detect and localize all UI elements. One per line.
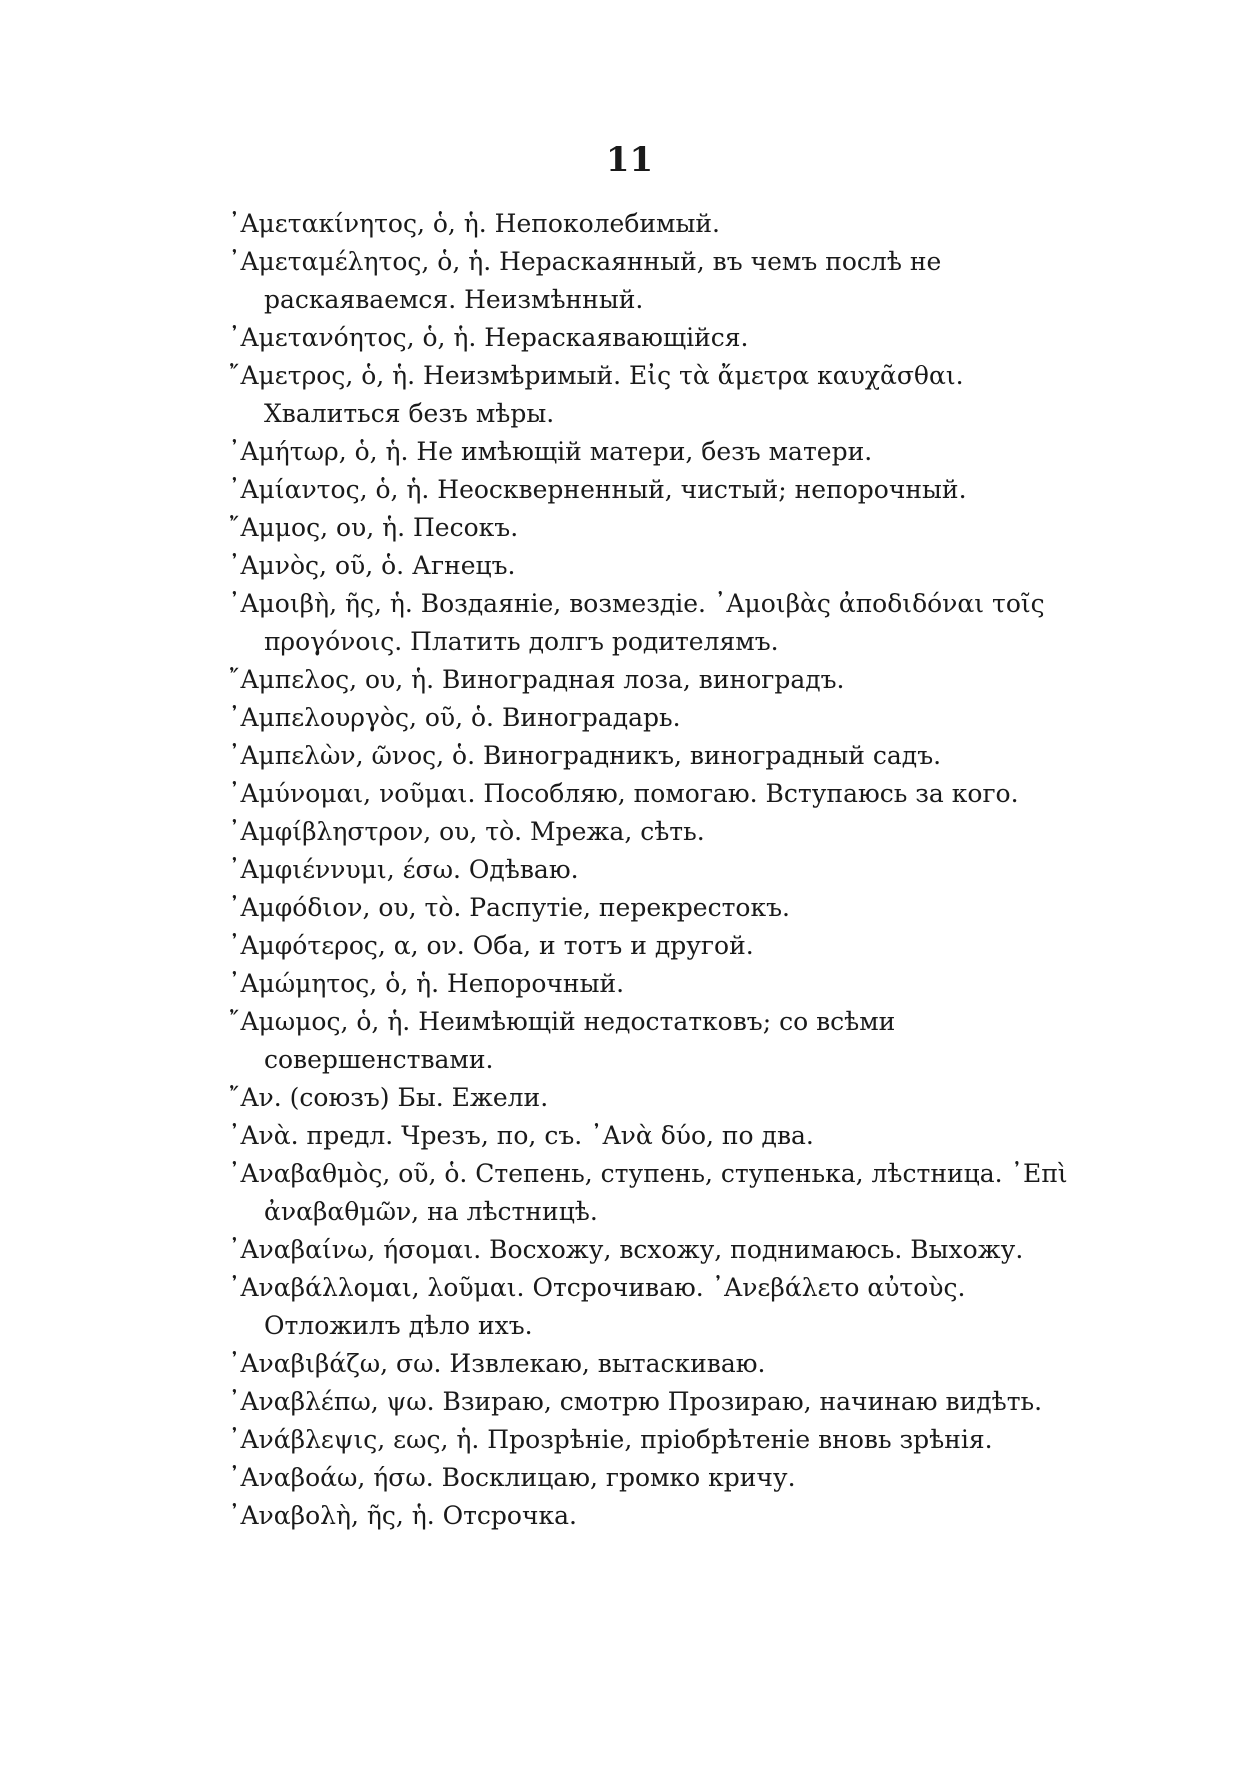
dictionary-entry: ᾿Αμφόδιον, ου, τὸ. Распутіе, перекрестокъ. — [228, 893, 790, 922]
dictionary-entry: ᾿Αμύνομαι, νοῦμαι. Пособляю, помогаю. Вступаюсь за кого. — [228, 779, 1019, 808]
dictionary-entry: ᾿Αμήτωρ, ὁ, ἡ. Не имѣющій матери, безъ матери. — [228, 437, 873, 466]
dictionary-entry: ῎Αμετρος, ὁ, ἡ. Неизмѣримый. Εἰς τὰ ἄμετρα καυχᾶσθαι. Хвалиться безъ мѣры. — [228, 361, 972, 428]
dictionary-entry: ῎Αμπελος, ου, ἡ. Виноградная лоза, виноградъ. — [228, 665, 845, 694]
dictionary-entry: ῎Αμωμος, ὁ, ἡ. Неимѣющій недостатковъ; со всѣми совершенствами. — [228, 1007, 904, 1074]
dictionary-entry: ῎Αμμος, ου, ἡ. Песокъ. — [228, 513, 519, 542]
dictionary-entry: ᾿Αμοιβὴ, ῆς, ἡ. Воздаяніе, возмездіе. ᾿Αμοιβὰς ἀποδιδόναι τοῖς προγόνοις. Платить долгъ родителямъ. — [228, 589, 1053, 656]
dictionary-entry: ᾿Ανὰ. предл. Чрезъ, по, съ. ᾿Ανὰ δύο, по два. — [228, 1121, 814, 1150]
dictionary-entry: ᾿Ανάβλεψις, εως, ἡ. Прозрѣніе, пріобрѣтеніе вновь зрѣнія. — [228, 1425, 993, 1454]
page-number: 11 — [605, 140, 654, 180]
dictionary-entry: ᾿Αμνὸς, οῦ, ὁ. Агнецъ. — [228, 551, 516, 580]
dictionary-entry: ῎Αν. (союзъ) Бы. Ежели. — [228, 1083, 549, 1112]
dictionary-entry: ᾿Αναβιβάζω, σω. Извлекаю, вытаскиваю. — [228, 1349, 766, 1378]
dictionary-entry: ᾿Αμετανόητος, ὁ, ἡ. Нераскаявающійся. — [228, 323, 749, 352]
dictionary-entry: ᾿Αναβλέπω, ψω. Взираю, смотрю Прозираю, начинаю видѣть. — [228, 1387, 1043, 1416]
dictionary-entry: ᾿Αμπελὼν, ῶνος, ὁ. Виноградникъ, виноградный садъ. — [228, 741, 942, 770]
dictionary-entry: ᾿Αναβάλλομαι, λοῦμαι. Отсрочиваю. ᾿Ανεβάλετο αὐτοὺς. Отложилъ дѣло ихъ. — [228, 1273, 974, 1340]
dictionary-entry: ᾿Αμίαντος, ὁ, ἡ. Неоскверненный, чистый; непорочный. — [228, 475, 967, 504]
dictionary-entries — [228, 205, 1108, 1535]
dictionary-entry: ᾿Αναβαίνω, ήσομαι. Восхожу, всхожу, поднимаюсь. Выхожу. — [228, 1235, 1024, 1264]
dictionary-entry: ᾿Αναβαθμὸς, οῦ, ὁ. Степень, ступень, ступенька, лѣстница. ᾿Επὶ ἀναβαθμῶν, на лѣстницѣ. — [228, 1159, 1076, 1226]
dictionary-entry: ᾿Αμφιέννυμι, έσω. Одѣваю. — [228, 855, 579, 884]
dictionary-entry: ᾿Αμφότερος, α, ον. Оба, и тотъ и другой. — [228, 931, 754, 960]
dictionary-entry: ᾿Αναβοάω, ήσω. Восклицаю, громко кричу. — [228, 1463, 796, 1492]
dictionary-entry: ᾿Αμώμητος, ὁ, ἡ. Непорочный. — [228, 969, 625, 998]
dictionary-entry: ᾿Αμπελουργὸς, οῦ, ὁ. Виноградарь. — [228, 703, 681, 732]
dictionary-entry: ᾿Αμετακίνητος, ὁ, ἡ. Непоколебимый. — [228, 209, 720, 238]
dictionary-entry: ᾿Αναβολὴ, ῆς, ἡ. Отсрочка. — [228, 1501, 577, 1530]
dictionary-entry: ᾿Αμεταμέλητος, ὁ, ἡ. Нераскаянный, въ чемъ послѣ не раскаяваемся. Неизмѣнный. — [228, 247, 950, 314]
dictionary-entry: ᾿Αμφίβληστρον, ου, τὸ. Мрежа, сѣть. — [228, 817, 705, 846]
